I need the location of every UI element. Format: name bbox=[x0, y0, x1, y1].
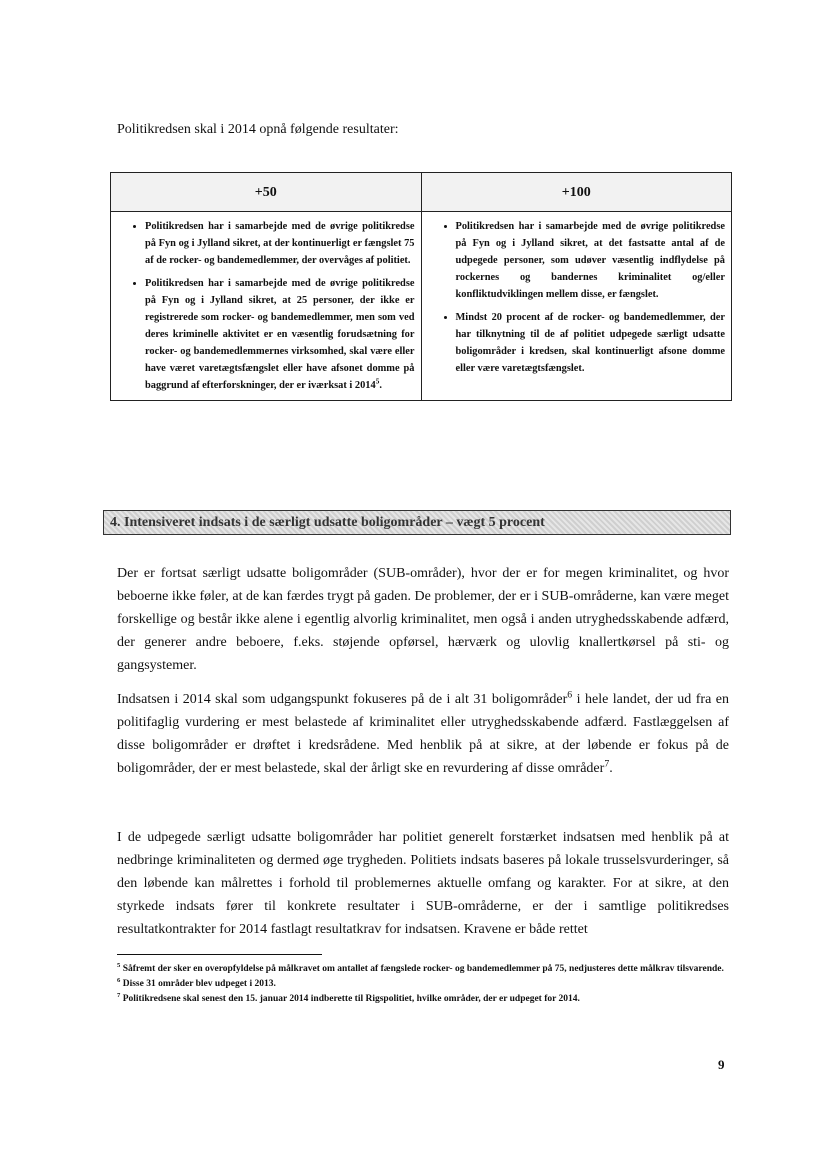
footnote-divider bbox=[117, 954, 322, 955]
footnote-text: Disse 31 områder blev udpeget i 2013. bbox=[120, 979, 276, 989]
header-plus-100: +100 bbox=[421, 173, 732, 212]
intro-text: Politikredsen skal i 2014 opnå følgende resultater: bbox=[117, 122, 399, 137]
footnote bbox=[117, 992, 729, 1006]
paragraph-1: Der er fortsat særligt udsatte boligområder (SUB-områder), hvor der er for megen kriminalitet, og hvor beboerne ikke føler, at de kan færdes trygt på gaden. De problemer, der er i SUB-områderne, kan være meget forskellige og består ikke alene i egentlig alvorlig kriminalitet, men også i anden utryghedsskabende adfærd, der generer andre beboere, f.eks. støjende opførsel, hærværk og ulovlig knallertkørsel på sti- og gangsystemer. bbox=[117, 566, 729, 673]
left-list bbox=[119, 218, 415, 394]
paragraph-2-part-c: . bbox=[609, 761, 613, 776]
footnote-number: 5 bbox=[117, 961, 121, 969]
list-item bbox=[456, 309, 726, 377]
footnote-ref: 7 bbox=[604, 758, 610, 770]
table-row bbox=[111, 212, 732, 401]
left-cell bbox=[111, 212, 422, 401]
list-item-text: Politikredsen har i samarbejde med de øvrige politikredse på Fyn og i Jylland sikret, at 25 personer, der ikke er registrerede som rocker- og bandemedlemmer, men som ved deres kriminelle aktivitet er en væsentlig forudsætning for rocker- og bandemedlemmernes virksomhed, skal være eller have været varetægtsfængslet eller have afsonet domme på baggrund af efterforskninger, der er iværksat i 2014 bbox=[145, 278, 415, 391]
list-item bbox=[456, 218, 726, 303]
section-heading: 4. Intensiveret indsats i de særligt udsatte boligområder – vægt 5 procent bbox=[103, 510, 731, 535]
table-header-row bbox=[111, 173, 732, 212]
list-item-text: Mindst 20 procent af de rocker- og bandemedlemmer, der har tilknytning til de af politiet udpegede særligt udsatte boligområder i kredsen, skal kontinuerligt afsone domme eller være varetægtsfængslet. bbox=[455, 312, 725, 374]
footnotes bbox=[117, 962, 729, 1007]
paragraph-2 bbox=[117, 688, 729, 780]
footnote bbox=[117, 977, 729, 991]
right-cell bbox=[421, 212, 732, 401]
footnote bbox=[117, 962, 729, 976]
results-table bbox=[110, 172, 732, 401]
footnote-text: Politikredsene skal senest den 15. januar 2014 indberette til Rigspolitiet, hvilke områder, der er udpeget for 2014. bbox=[120, 994, 580, 1004]
list-item bbox=[145, 218, 415, 269]
footnote-number: 6 bbox=[117, 976, 121, 984]
page-number: 9 bbox=[718, 1057, 725, 1072]
list-item-end: . bbox=[379, 380, 382, 391]
paragraph-2-part-b: i hele landet, der ud fra en politifaglig vurdering er mest belastede af kriminalitet eller utryghedsskabende adfærd. Fastlæggelsen af disse boligområder er drøftet i kredsrådene. Med henblik på at sikre, at der løbende er fokus på de boligområder, der er mest belastede, skal der årligt ske en revurdering af disse områder bbox=[117, 692, 729, 776]
footnote-text: Såfremt der sker en overopfyldelse på målkravet om antallet af fængslede rocker- og bandemedlemmer på 75, nedjusteres dette målkrav tilsvarende. bbox=[120, 964, 724, 974]
footnote-number: 7 bbox=[117, 991, 121, 999]
footnote-ref: 6 bbox=[567, 689, 573, 701]
paragraph-3: I de udpegede særligt udsatte boligområder har politiet generelt forstærket indsatsen med henblik på at nedbringe kriminaliteten og dermed øge trygheden. Politiets indsats baseres på lokale trusselsvurderinger, så den løbende kan målrettes i forhold til problemernes aktuelle omfang og karakter. For at sikre, at den styrkede indsats fører til konkrete resultater i SUB-områderne, er der i samtlige politikredses resultatkontrakter for 2014 fastlagt resultatkrav for indsatsen. Kravene er både rettet bbox=[117, 830, 729, 937]
list-item bbox=[145, 275, 415, 394]
list-item-text: Politikredsen har i samarbejde med de øvrige politikredse på Fyn og i Jylland sikret, at der kontinuerligt er fængslet 75 af de rocker- og bandemedlemmer, der overvåges af politiet. bbox=[145, 221, 415, 266]
footnote-ref: 5 bbox=[375, 377, 380, 386]
paragraph-2-part-a: Indsatsen i 2014 skal som udgangspunkt fokuseres på de i alt 31 boligområder bbox=[117, 692, 568, 707]
right-list bbox=[430, 218, 726, 377]
header-plus-50: +50 bbox=[111, 173, 422, 212]
list-item-text: Politikredsen har i samarbejde med de øvrige politikredse på Fyn og i Jylland sikret, at det fastsatte antal af de udpegede personer, som udøver væsentlig indflydelse på rockernes og bandernes kriminalitet og/eller konfliktudviklingen mellem disse, er fængslet. bbox=[455, 221, 725, 300]
